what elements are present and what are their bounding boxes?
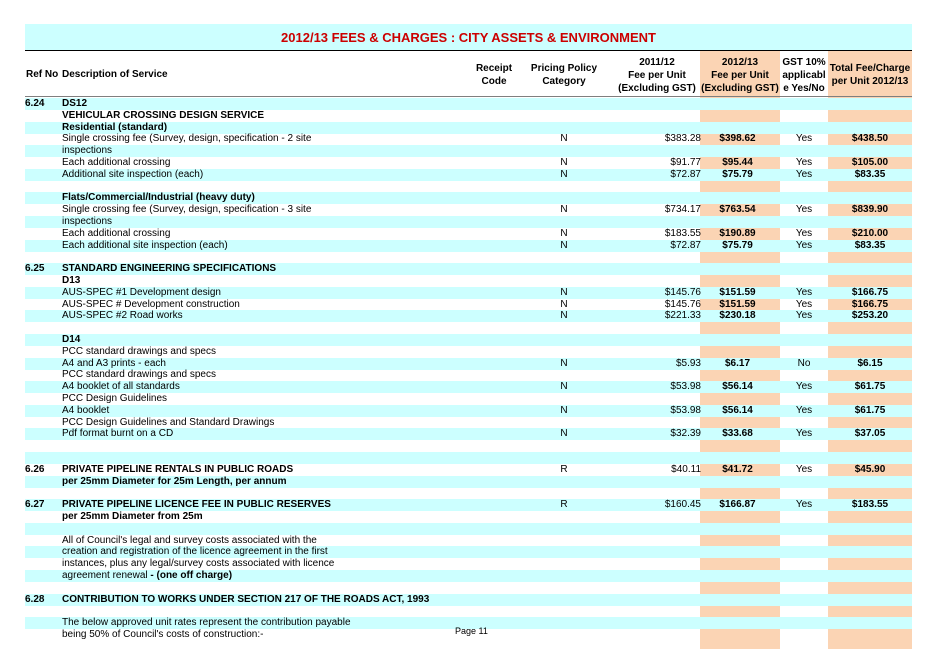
description-cell: per 25mm Diameter from 25m xyxy=(62,511,203,522)
description-cell: D14 xyxy=(62,334,81,345)
header-fee-2012 xyxy=(700,56,780,95)
table-row xyxy=(25,275,912,287)
fee-2012-cell: $56.14 xyxy=(722,381,753,393)
fee-2011-cell: $383.28 xyxy=(664,133,701,145)
table-row xyxy=(25,523,912,535)
fee-2012-cell: $33.68 xyxy=(722,428,753,440)
table-row xyxy=(25,428,912,440)
fee-2012-cell: $75.79 xyxy=(722,239,753,251)
total-cell: $6.15 xyxy=(857,357,883,369)
gst-cell: No xyxy=(797,357,811,369)
total-cell: $61.75 xyxy=(854,404,886,416)
description-cell: Single crossing fee (Survey, design, specification - 3 site xyxy=(62,204,312,216)
header-total-line2: per Unit 2012/13 xyxy=(831,76,909,87)
table-row xyxy=(25,346,912,358)
fee-2012-cell: $151.59 xyxy=(719,286,756,298)
description-cell: PCC Design Guidelines and Standard Drawings xyxy=(62,416,275,428)
description-cell: creation and registration of the licence agreement in the first xyxy=(62,546,328,558)
header-receipt-line2: Code xyxy=(481,76,507,87)
description-cell: VEHICULAR CROSSING DESIGN SERVICE xyxy=(62,109,265,121)
table-row xyxy=(25,145,912,157)
table-row xyxy=(25,133,912,145)
fee-2012-cell: $151.59 xyxy=(719,298,756,310)
fee-2011-cell: $91.77 xyxy=(670,157,701,168)
description-cell: AUS-SPEC # Development construction xyxy=(62,298,240,310)
header-fee-2012-line3: (Excluding GST) xyxy=(701,83,779,94)
fee-2011-cell: $53.98 xyxy=(670,404,701,416)
fee-2011-cell: $32.39 xyxy=(670,428,701,440)
table-row xyxy=(25,381,912,393)
description-cell: Additional site inspection (each) xyxy=(62,168,204,180)
description-cell: Each additional site inspection (each) xyxy=(62,239,228,251)
description-cell: instances, plus any legal/survey costs associated with licence xyxy=(62,558,335,570)
table-row xyxy=(25,310,912,322)
pricing-policy-cell: N xyxy=(560,404,568,416)
description-cell: Single crossing fee (Survey, design, specification - 2 site xyxy=(62,133,312,145)
table-row xyxy=(25,393,912,405)
fee-2011-cell: $5.93 xyxy=(675,357,701,369)
description-cell: PRIVATE PIPELINE RENTALS IN PUBLIC ROADS xyxy=(62,463,294,475)
header-total-line1: Total Fee/Charge xyxy=(829,63,911,74)
table-row xyxy=(25,216,912,228)
fee-2012-cell: $166.87 xyxy=(719,499,756,511)
description-cell: Flats/Commercial/Industrial (heavy duty) xyxy=(62,192,255,204)
table-row xyxy=(25,582,912,594)
page-number: Page 11 xyxy=(455,626,488,636)
table-row xyxy=(25,440,912,452)
fee-2012-cell: $763.54 xyxy=(719,204,756,216)
table-row xyxy=(25,499,912,511)
gst-cell: Yes xyxy=(795,239,813,251)
table-row xyxy=(25,228,912,240)
one-off-charge-note: - (one off charge) xyxy=(150,570,233,581)
title-bar xyxy=(25,24,912,51)
ref-cell: 6.25 xyxy=(25,263,45,275)
header-total xyxy=(828,62,912,88)
fee-2011-cell: $72.87 xyxy=(670,168,701,180)
gst-cell: Yes xyxy=(795,381,813,393)
header-fee-2011-line1: 2011/12 xyxy=(639,57,675,68)
header-gst-line2: applicabl xyxy=(782,70,826,81)
header-fee-2011 xyxy=(614,56,700,95)
table-row xyxy=(25,558,912,570)
fee-2011-cell: $72.87 xyxy=(670,239,701,251)
gst-cell: Yes xyxy=(795,227,813,239)
table-row xyxy=(25,570,912,582)
header-receipt xyxy=(470,62,518,88)
header-gst xyxy=(780,56,828,95)
header-policy-line2: Category xyxy=(542,76,586,87)
description-cell: CONTRIBUTION TO WORKS UNDER SECTION 217 OF THE ROADS ACT, 1993 xyxy=(62,593,430,605)
gst-cell: Yes xyxy=(795,404,813,416)
header-receipt-line1: Receipt xyxy=(475,63,513,74)
pricing-policy-cell: R xyxy=(560,499,568,511)
pricing-policy-cell: N xyxy=(560,298,568,310)
description-cell: The below approved unit rates represent the contribution payable xyxy=(62,617,351,629)
table-row xyxy=(25,487,912,499)
description-cell: PCC standard drawings and specs xyxy=(62,345,216,357)
header-policy-line1: Pricing Policy xyxy=(530,63,598,74)
total-cell: $45.90 xyxy=(854,463,886,475)
pricing-policy-cell: N xyxy=(560,357,568,369)
fee-2012-cell: $230.18 xyxy=(719,310,756,322)
total-cell: $105.00 xyxy=(851,157,889,168)
fee-2012-cell: $6.17 xyxy=(724,357,751,369)
table-row xyxy=(25,204,912,216)
table-row xyxy=(25,358,912,370)
fee-2011-cell: $145.76 xyxy=(664,298,701,310)
pricing-policy-cell: N xyxy=(560,157,568,168)
total-cell: $183.55 xyxy=(851,499,889,511)
total-cell: $253.20 xyxy=(851,310,889,322)
total-cell: $83.35 xyxy=(854,168,886,180)
table-row xyxy=(25,452,912,464)
description-cell: PRIVATE PIPELINE LICENCE FEE IN PUBLIC RESERVES xyxy=(62,499,331,511)
table-row xyxy=(25,464,912,476)
description-cell: Each additional crossing xyxy=(62,157,171,168)
description-cell: PCC standard drawings and specs xyxy=(62,369,216,381)
pricing-policy-cell: N xyxy=(560,428,568,440)
total-cell: $438.50 xyxy=(851,133,889,145)
fee-2012-cell: $398.62 xyxy=(719,133,756,145)
pricing-policy-cell: N xyxy=(560,168,568,180)
pricing-policy-cell: N xyxy=(560,133,568,145)
description-cell: AUS-SPEC #2 Road works xyxy=(62,310,183,322)
description-cell: STANDARD ENGINEERING SPECIFICATIONS xyxy=(62,263,277,275)
fee-2012-cell: $75.79 xyxy=(722,168,753,180)
fee-2011-cell: $221.33 xyxy=(664,310,701,322)
total-cell: $166.75 xyxy=(851,286,889,298)
fee-2012-cell: $41.72 xyxy=(722,463,753,475)
description-cell: A4 booklet of all standards xyxy=(62,381,180,393)
gst-cell: Yes xyxy=(795,499,813,511)
description-cell: Each additional crossing xyxy=(62,227,171,239)
header-fee-2012-line1: 2012/13 xyxy=(721,57,759,68)
table-row xyxy=(25,334,912,346)
table-row xyxy=(25,240,912,252)
table-row xyxy=(25,251,912,263)
table-row xyxy=(25,535,912,547)
description-cell: being 50% of Council's costs of construction:- xyxy=(62,629,264,640)
total-cell: $37.05 xyxy=(854,428,886,440)
fee-2011-cell: $53.98 xyxy=(670,381,701,393)
total-cell: $83.35 xyxy=(854,239,886,251)
table-row xyxy=(25,287,912,299)
gst-cell: Yes xyxy=(795,204,813,216)
gst-cell: Yes xyxy=(795,157,813,168)
fee-2012-cell: $190.89 xyxy=(719,227,756,239)
gst-cell: Yes xyxy=(795,298,813,310)
ref-cell: 6.28 xyxy=(25,593,45,605)
header-fee-2011-line3: (Excluding GST) xyxy=(618,83,696,94)
table-row xyxy=(25,405,912,417)
description-cell: Pdf format burnt on a CD xyxy=(62,428,174,440)
description-cell: inspections xyxy=(62,216,113,227)
pricing-policy-cell: N xyxy=(560,381,568,393)
table-row xyxy=(25,605,912,617)
pricing-policy-cell: N xyxy=(560,227,568,239)
header-fee-2012-line2: Fee per Unit xyxy=(711,70,769,81)
fee-2012-cell: $95.44 xyxy=(722,157,753,168)
header-gst-line1: GST 10% xyxy=(782,57,826,68)
description-cell: A4 and A3 prints - each xyxy=(62,357,166,369)
table-row xyxy=(25,511,912,523)
description-cell: PCC Design Guidelines xyxy=(62,393,168,404)
fee-2011-cell: $183.55 xyxy=(664,227,701,239)
gst-cell: Yes xyxy=(795,133,813,145)
table-row xyxy=(25,263,912,275)
fee-2011-cell: $40.11 xyxy=(671,463,701,475)
description-cell: A4 booklet xyxy=(62,404,110,416)
header-ref: Ref No xyxy=(26,69,59,80)
gst-cell: Yes xyxy=(795,428,813,440)
description-cell: D13 xyxy=(62,275,81,286)
total-cell: $166.75 xyxy=(851,298,889,310)
gst-cell: Yes xyxy=(795,463,813,475)
table-row xyxy=(25,546,912,558)
description-cell: inspections xyxy=(62,145,113,157)
fee-2011-cell: $734.17 xyxy=(664,204,701,216)
fee-2012-cell: $56.14 xyxy=(722,404,753,416)
header-fee-2011-line2: Fee per Unit xyxy=(628,70,686,81)
total-cell: $839.90 xyxy=(851,204,889,216)
table-row xyxy=(25,369,912,381)
header-policy xyxy=(525,62,603,88)
page-title: 2012/13 FEES & CHARGES : CITY ASSETS & ENVIRONMENT xyxy=(281,30,656,45)
pricing-policy-cell: N xyxy=(560,310,568,322)
pricing-policy-cell: R xyxy=(560,463,568,475)
gst-cell: Yes xyxy=(795,286,813,298)
description-cell: DS12 xyxy=(62,98,88,109)
description-cell: agreement renewal - (one off charge) xyxy=(62,570,233,581)
table-row xyxy=(25,169,912,181)
table-row xyxy=(25,417,912,429)
pricing-policy-cell: N xyxy=(560,286,568,298)
fee-2011-cell: $145.76 xyxy=(664,286,701,298)
gst-cell: Yes xyxy=(795,168,813,180)
total-cell: $210.00 xyxy=(851,227,889,239)
ref-cell: 6.24 xyxy=(25,98,45,109)
table-row xyxy=(25,181,912,193)
ref-cell: 6.27 xyxy=(25,499,45,511)
description-cell: Residential (standard) xyxy=(62,121,168,133)
header-divider xyxy=(25,96,912,97)
description-cell: per 25mm Diameter for 25m Length, per annum xyxy=(62,475,287,487)
ref-cell: 6.26 xyxy=(25,463,45,475)
header-gst-line3: e Yes/No xyxy=(783,83,825,94)
table-row xyxy=(25,98,912,110)
table-row xyxy=(25,476,912,488)
description-cell: AUS-SPEC #1 Development design xyxy=(62,286,221,298)
table-row xyxy=(25,594,912,606)
table-row xyxy=(25,157,912,169)
table-row xyxy=(25,110,912,122)
gst-cell: Yes xyxy=(795,310,813,322)
total-cell: $61.75 xyxy=(854,381,886,393)
table-row xyxy=(25,322,912,334)
table-row xyxy=(25,122,912,134)
table-row xyxy=(25,192,912,204)
pricing-policy-cell: N xyxy=(560,239,568,251)
header-desc: Description of Service xyxy=(62,69,168,80)
table-row xyxy=(25,299,912,311)
description-cell: All of Council's legal and survey costs associated with the xyxy=(62,534,317,546)
pricing-policy-cell: N xyxy=(560,204,568,216)
fee-2011-cell: $160.45 xyxy=(664,499,701,511)
